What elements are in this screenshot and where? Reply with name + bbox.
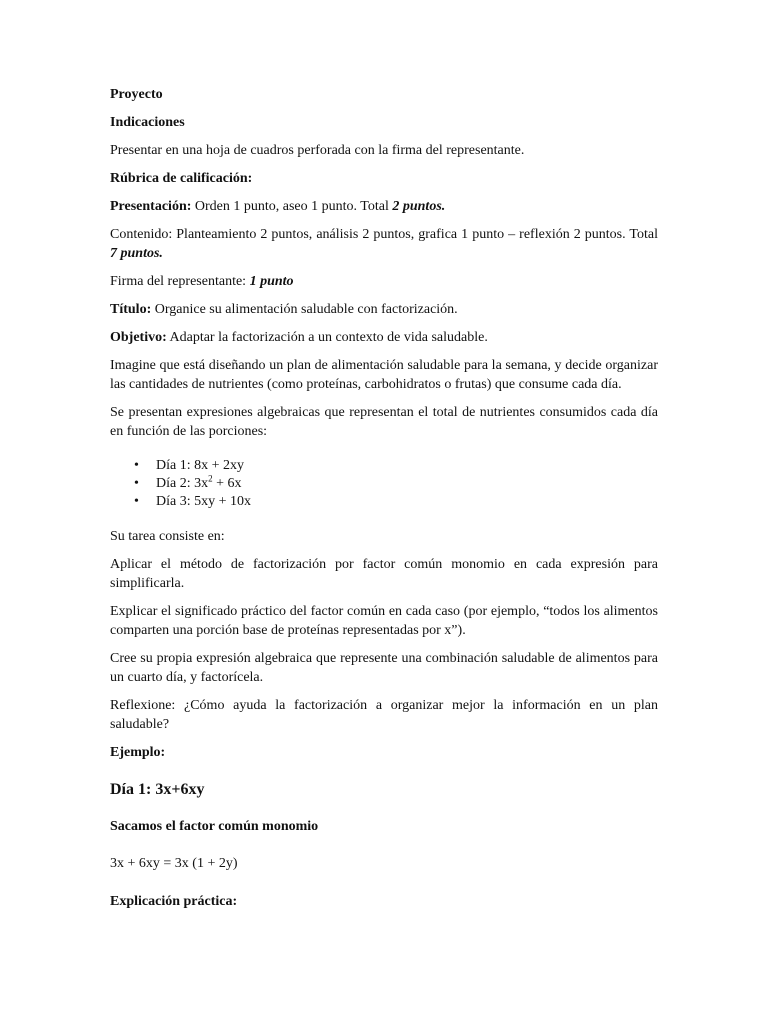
presentacion-line xyxy=(110,197,658,216)
contenido-total: 7 puntos. xyxy=(110,246,163,261)
list-item: • Día 3: 5xy + 10x xyxy=(134,494,251,509)
imagine-paragraph: Imagine que está diseñando un plan de alimentación saludable para la semana, y decide organizar las cantidades de nutrientes (como proteínas, carbohidratos o frutas) que consume cada día. xyxy=(110,358,658,392)
indicaciones-heading: Indicaciones xyxy=(110,115,185,130)
ejemplo-heading: Ejemplo: xyxy=(110,745,166,760)
tarea-item-3: Cree su propia expresión algebraica que represente una combinación saludable de alimentos para un cuarto día, y factorícela. xyxy=(110,651,658,685)
titulo-line xyxy=(110,300,658,319)
explicacion-heading: Explicación práctica: xyxy=(110,894,238,909)
rubrica-heading: Rúbrica de calificación: xyxy=(110,171,253,186)
firma-text: Firma del representante: xyxy=(110,274,250,289)
bullet-icon: • xyxy=(134,458,139,473)
contenido-text: Contenido: Planteamiento 2 puntos, análisis 2 puntos, grafica 1 punto – reflexión 2 puntos. Total xyxy=(110,227,658,242)
objetivo-text: Adaptar la factorización a un contexto de vida saludable. xyxy=(166,330,488,345)
document-page xyxy=(110,85,658,929)
firma-line xyxy=(110,272,658,291)
tarea-item-4: Reflexione: ¿Cómo ayuda la factorización a organizar mejor la información en un plan saludable? xyxy=(110,698,658,732)
tarea-item-1: Aplicar el método de factorización por factor común monomio en cada expresión para simplificarla. xyxy=(110,557,658,591)
project-title: Proyecto xyxy=(110,87,163,102)
list-item: • Día 2: $3x^2 + 6x$ xyxy=(134,473,242,491)
tarea-item-2: Explicar el significado práctico del factor común en cada caso (por ejemplo, “todos los alimentos comparten una porción base de proteínas representadas por x”). xyxy=(110,604,658,638)
dias-list xyxy=(110,457,658,511)
contenido-line xyxy=(110,225,658,263)
titulo-label: Título: xyxy=(110,302,152,317)
objetivo-line xyxy=(110,328,658,347)
factor-equation: 3x + 6xy = 3x (1 + 2y) xyxy=(110,856,238,871)
list-item: • Día 1: 8x + 2xy xyxy=(134,458,244,473)
titulo-text: Organice su alimentación saludable con factorización. xyxy=(151,302,458,317)
presentacion-text: Orden 1 punto, aseo 1 punto. Total xyxy=(191,199,393,214)
firma-total: 1 punto xyxy=(249,274,294,289)
objetivo-label: Objetivo: xyxy=(110,330,167,345)
dia1-heading: Día 1: 3x+6xy xyxy=(110,781,205,798)
sacamos-heading: Sacamos el factor común monomio xyxy=(110,819,319,834)
expresiones-paragraph: Se presentan expresiones algebraicas que representan el total de nutrientes consumidos cada día en función de las porciones: xyxy=(110,405,658,439)
indicaciones-text: Presentar en una hoja de cuadros perforada con la firma del representante. xyxy=(110,143,525,158)
presentacion-total: 2 puntos. xyxy=(392,199,446,214)
bullet-icon: • xyxy=(134,476,139,491)
bullet-icon: • xyxy=(134,494,139,509)
tarea-intro: Su tarea consiste en: xyxy=(110,529,225,544)
presentacion-label: Presentación: xyxy=(110,199,192,214)
